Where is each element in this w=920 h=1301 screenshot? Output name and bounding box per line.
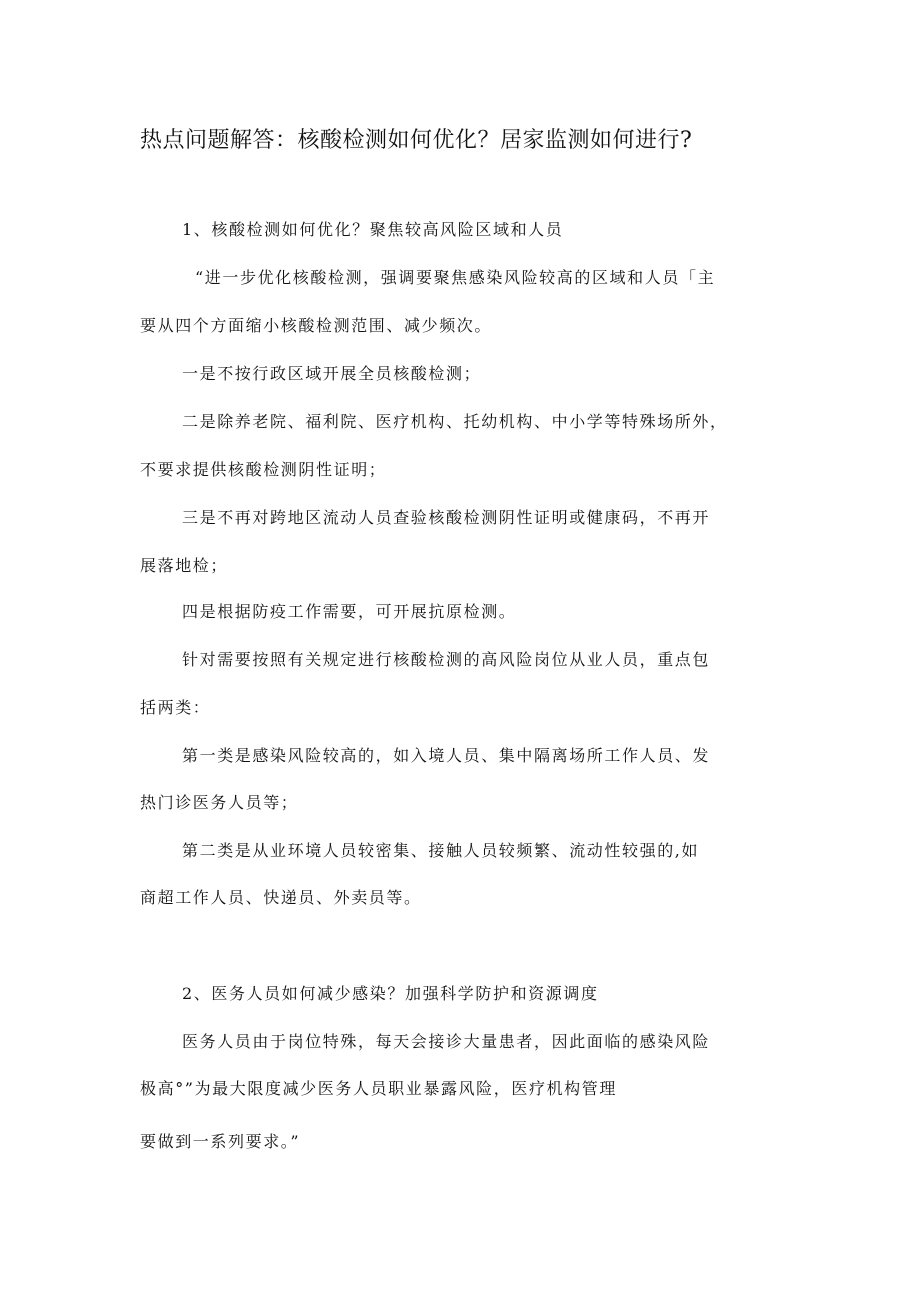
- paragraph-line: 医务人员由于岗位特殊，每天会接诊大量患者，因此面临的感染风险: [182, 1032, 711, 1051]
- paragraph-line: 括两类：: [140, 698, 211, 717]
- paragraph-line: 商超工作人员、快递员、外卖员等。: [140, 888, 422, 907]
- paragraph-line: 热门诊医务人员等；: [140, 793, 299, 812]
- paragraph-line: 第二类是从业环境人员较密集、接触人员较频繁、流动性较强的,如: [182, 841, 700, 860]
- paragraph-line: 第一类是感染风险较高的，如入境人员、集中隔离场所工作人员、发: [182, 746, 711, 765]
- paragraph-line: “进一步优化核酸检测，强调要聚焦感染风险较高的区域和人员「主: [195, 268, 716, 287]
- section-heading-1: 1、核酸检测如何优化？聚焦较高风险区域和人员: [182, 220, 564, 239]
- paragraph-line: 展落地检；: [140, 556, 229, 575]
- paragraph-line: 极高°”为最大限度减少医务人员职业暴露风险，医疗机构管理: [140, 1079, 617, 1098]
- paragraph-line: 要从四个方面缩小核酸检测范围、减少频次。: [140, 316, 493, 335]
- paragraph-line: 四是根据防疫工作需要，可开展抗原检测。: [182, 602, 517, 621]
- paragraph-line: 要做到一系列要求。”: [140, 1132, 301, 1151]
- paragraph-line: 三是不再对跨地区流动人员查验核酸检测阴性证明或健康码，不再开: [182, 508, 711, 527]
- paragraph-line: 一是不按行政区域开展全员核酸检测；: [182, 364, 482, 383]
- paragraph-line: 二是除养老院、福利院、医疗机构、托幼机构、中小学等特殊场所外，: [182, 412, 728, 431]
- paragraph-line: 针对需要按照有关规定进行核酸检测的高风险岗位从业人员，重点包: [182, 650, 711, 669]
- section-heading-2: 2、医务人员如何减少感染？加强科学防护和资源调度: [182, 984, 599, 1003]
- document-title: 热点问题解答：核酸检测如何优化？居家监测如何进行?: [140, 128, 693, 153]
- paragraph-line: 不要求提供核酸检测阴性证明；: [140, 460, 387, 479]
